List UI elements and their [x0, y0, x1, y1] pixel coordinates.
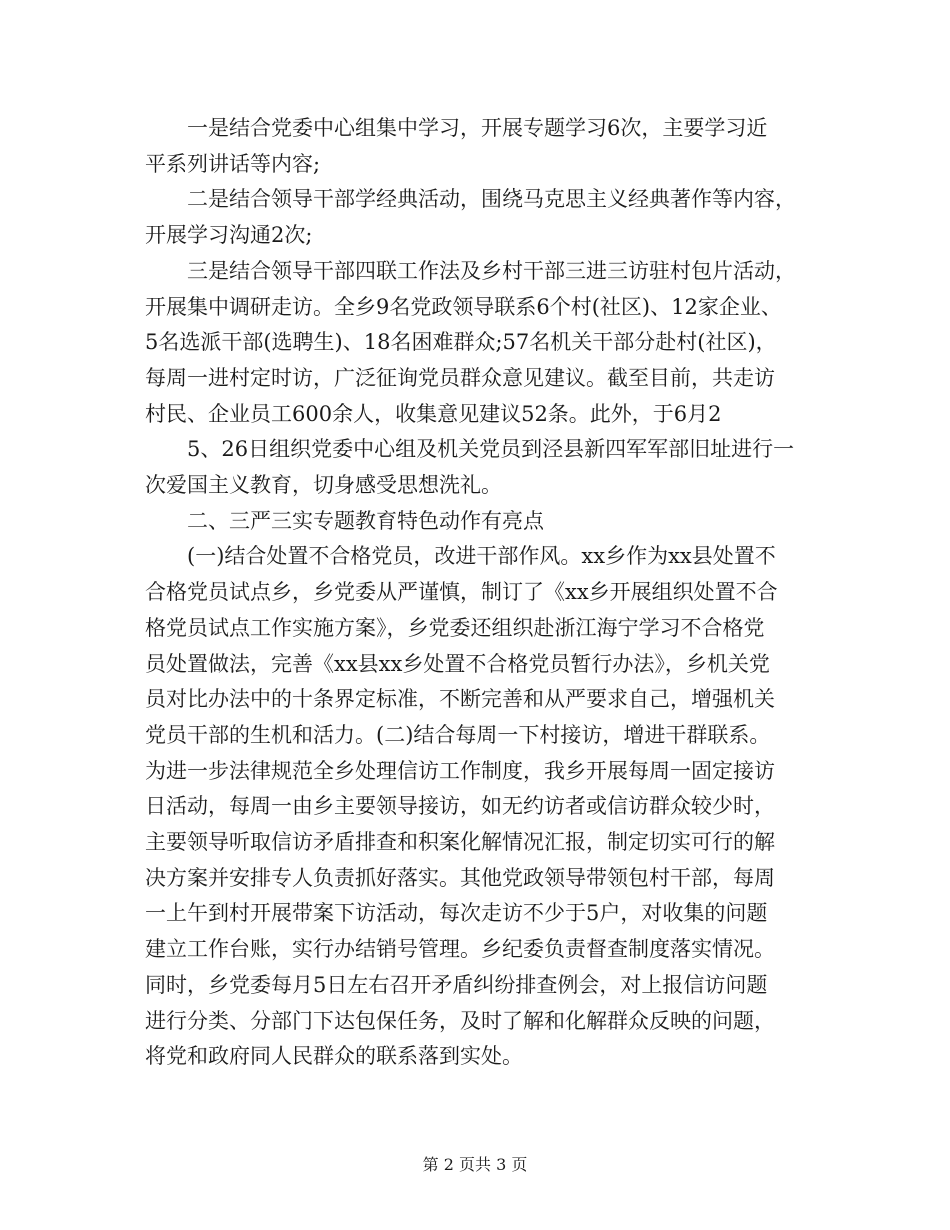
text-line: 合格党员试点乡，乡党委从严谨慎，制订了《xx乡开展组织处置不合	[145, 580, 778, 605]
text-line: 村民、企业员工600余人，收集意见建议52条。此外，于6月2	[145, 401, 722, 426]
page-number-footer: 第 2 页共 3 页	[422, 1155, 528, 1174]
text-line: 次爱国主义教育，切身感受思想洗礼。	[145, 473, 502, 497]
text-line: 开展集中调研走访。全乡9名党政领导联系6个村(社区)、12家企业、	[145, 294, 782, 319]
text-line: 开展学习沟通2次;	[145, 223, 313, 248]
text-line: 三是结合领导干部四联工作法及乡村干部三进三访驻村包片活动，	[145, 258, 796, 283]
text-line: 员对比办法中的十条界定标准，不断完善和从严要求自己，增强机关	[145, 687, 775, 712]
text-line: 二是结合领导干部学经典活动，围绕马克思主义经典著作等内容，	[145, 187, 796, 212]
text-line: 同时，乡党委每月5日左右召开矛盾纠纷排查例会，对上报信访问题	[145, 972, 768, 997]
text-line: 5、26日组织党委中心组及机关党员到泾县新四军军部旧址进行一	[145, 437, 795, 462]
text-line: 二、三严三实专题教育特色动作有亮点	[145, 508, 544, 533]
text-line: 将党和政府同人民群众的联系落到实处。	[145, 1044, 523, 1069]
text-line: 平系列讲话等内容;	[145, 151, 321, 176]
text-line: 为进一步法律规范全乡处理信访工作制度，我乡开展每周一固定接访	[145, 758, 775, 783]
text-line: 日活动，每周一由乡主要领导接访，如无约访者或信访群众较少时，	[145, 794, 775, 819]
text-line: 党员干部的生机和活力。(二)结合每周一下村接访，增进干群联系。	[145, 722, 771, 747]
text-line: 进行分类、分部门下达包保任务，及时了解和化解群众反映的问题，	[145, 1008, 775, 1033]
text-line: 员处置做法，完善《xx县xx乡处置不合格党员暂行办法》，乡机关党	[145, 651, 770, 676]
text-line: (一)结合处置不合格党员，改进干部作风。xx乡作为xx县处置不	[145, 544, 776, 569]
text-line: 决方案并安排专人负责抓好落实。其他党政领导带领包村干部，每周	[145, 865, 775, 890]
text-line: 建立工作台账，实行办结销号管理。乡纪委负责督查制度落实情况。	[145, 937, 775, 962]
text-line: 一上午到村开展带案下访活动，每次走访不少于5户，对收集的问题	[145, 901, 768, 926]
text-line: 一是结合党委中心组集中学习，开展专题学习6次，主要学习近	[145, 116, 768, 140]
text-line: 5名选派干部(选聘生)、18名困难群众;57名机关干部分赴村(社区)，	[145, 330, 777, 355]
text-line: 主要领导听取信访矛盾排查和积案化解情况汇报，制定切实可行的解	[145, 830, 775, 854]
text-line: 每周一进村定时访，广泛征询党员群众意见建议。截至目前，共走访	[145, 365, 775, 390]
text-line: 格党员试点工作实施方案》，乡党委还组织赴浙江海宁学习不合格党	[145, 615, 765, 640]
